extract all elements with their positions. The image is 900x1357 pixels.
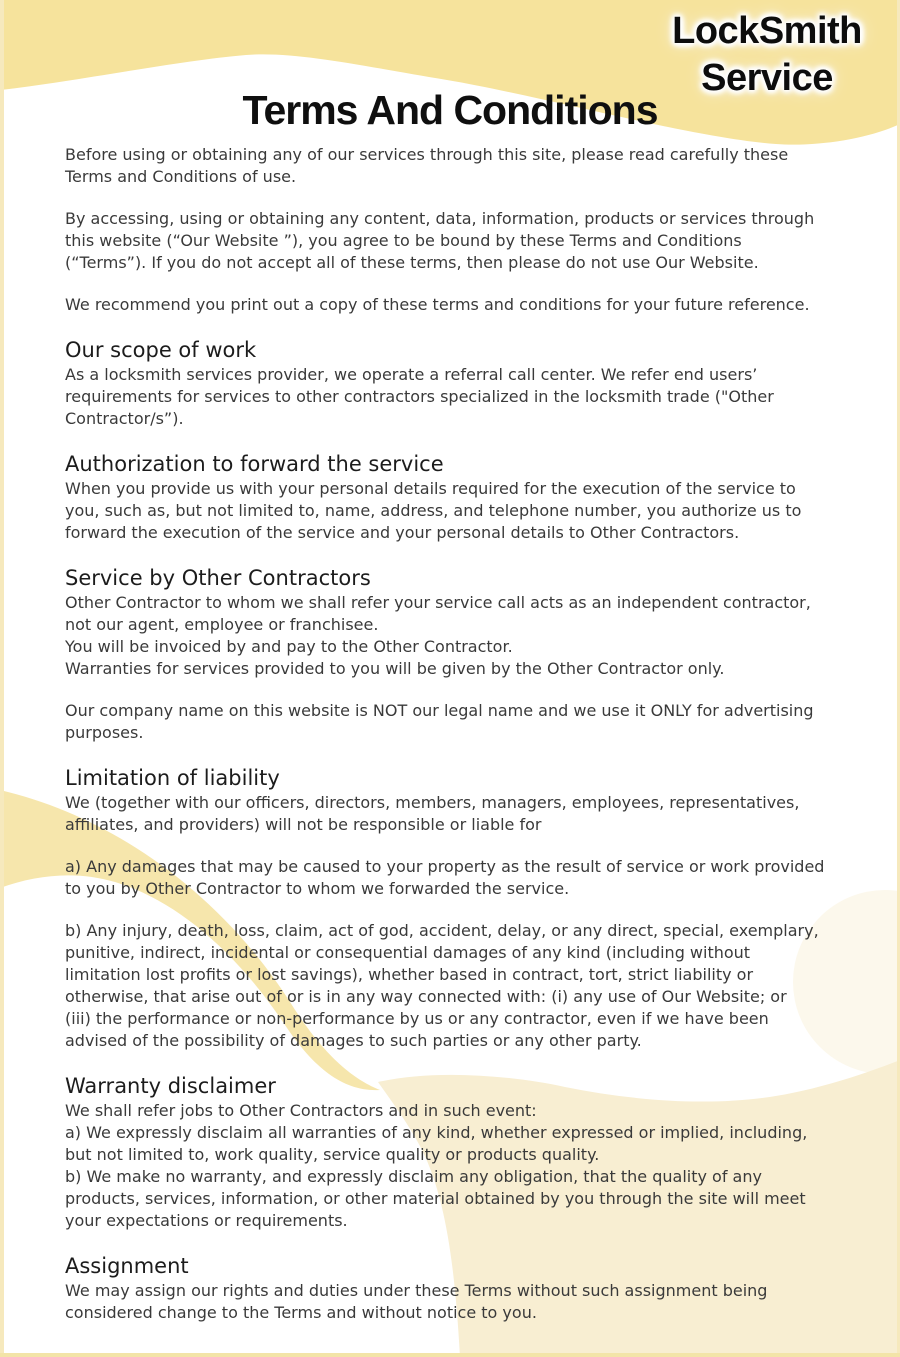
section-heading: Our scope of work [65, 338, 257, 362]
paragraph-line: limitation lost profits or lost savings), whether based in contract, tort, strict liability or [65, 965, 754, 984]
paragraph-line: you, such as, but not limited to, name, address, and telephone number, you authorize us to [65, 501, 802, 520]
paragraph [65, 1280, 855, 1324]
paragraph [65, 478, 855, 544]
paragraph [65, 1100, 855, 1232]
paragraph [65, 856, 855, 900]
paragraph-line: products, services, information, or other material obtained by you through the site will meet [65, 1189, 806, 1208]
paragraph [65, 294, 855, 316]
paragraph-line: this website (“Our Website ”), you agree to be bound by these Terms and Conditions [65, 231, 742, 250]
section-heading: Assignment [65, 1254, 189, 1278]
paragraph-line: requirements for services to other contractors specialized in the locksmith trade ("Other [65, 387, 774, 406]
paragraph-line: When you provide us with your personal details required for the execution of the service to [65, 479, 796, 498]
page-title: Terms And Conditions [242, 87, 658, 133]
paragraph-line: punitive, indirect, incidental or consequential damages of any kind (including without [65, 943, 751, 962]
paragraph-line: affiliates, and providers) will not be responsible or liable for [65, 815, 542, 834]
paragraph-line: As a locksmith services provider, we operate a referral call center. We refer end users’ [65, 365, 758, 384]
paragraph [65, 364, 855, 430]
paragraph-line: You will be invoiced by and pay to the Other Contractor. [65, 637, 513, 656]
paragraph-line: Warranties for services provided to you will be given by the Other Contractor only. [65, 659, 725, 678]
paragraph-line: your expectations or requirements. [65, 1211, 348, 1230]
paragraph [65, 592, 855, 680]
paragraph [65, 700, 855, 744]
paragraph-line: We (together with our officers, directors, members, managers, employees, representatives, [65, 793, 800, 812]
section-heading: Limitation of liability [65, 766, 280, 790]
paragraph [65, 792, 855, 836]
paragraph-line: purposes. [65, 723, 144, 742]
paragraph-line: Our company name on this website is NOT our legal name and we use it ONLY for advertising [65, 701, 814, 720]
paragraph-line: b) We make no warranty, and expressly disclaim any obligation, that the quality of any [65, 1167, 762, 1186]
paragraph-line: By accessing, using or obtaining any content, data, information, products or services through [65, 209, 815, 228]
paragraph-line: advised of the possibility of damages to such parties or any other party. [65, 1031, 642, 1050]
logo-line2: Service [701, 57, 833, 99]
section-heading: Warranty disclaimer [65, 1074, 276, 1098]
bottom-border [0, 1353, 900, 1357]
paragraph-line: otherwise, that arise out of or is in any way connected with: (i) any use of Our Website; or [65, 987, 787, 1006]
paragraph-line: to you by Other Contractor to whom we forwarded the service. [65, 879, 570, 898]
left-border [0, 0, 4, 1357]
paragraph-line: forward the execution of the service and your personal details to Other Contractors. [65, 523, 740, 542]
terms-content [65, 144, 855, 1344]
paragraph-line: (iii) the performance or non-performance by us or any contractor, even if we have been [65, 1009, 769, 1028]
paragraph-line: a) Any damages that may be caused to your property as the result of service or work provided [65, 857, 825, 876]
paragraph [65, 920, 855, 1052]
paragraph-line: Other Contractor to whom we shall refer your service call acts as an independent contractor, [65, 593, 811, 612]
logo-line1: LockSmith [672, 10, 862, 52]
paragraph-line: Before using or obtaining any of our services through this site, please read carefully these [65, 145, 789, 164]
paragraph-line: b) Any injury, death, loss, claim, act of god, accident, delay, or any direct, special, exemplary, [65, 921, 819, 940]
paragraph-line: considered change to the Terms and without notice to you. [65, 1303, 537, 1322]
section-heading: Authorization to forward the service [65, 452, 444, 476]
paragraph-line: Contractor/s”). [65, 409, 184, 428]
paragraph [65, 144, 855, 188]
paragraph-line: but not limited to, work quality, service quality or products quality. [65, 1145, 600, 1164]
section-heading: Service by Other Contractors [65, 566, 371, 590]
paragraph-line: We may assign our rights and duties under these Terms without such assignment being [65, 1281, 768, 1300]
paragraph-line: Terms and Conditions of use. [65, 167, 297, 186]
paragraph-line: (“Terms”). If you do not accept all of these terms, then please do not use Our Website. [65, 253, 759, 272]
paragraph-line: We recommend you print out a copy of these terms and conditions for your future reference. [65, 295, 810, 314]
paragraph-line: a) We expressly disclaim all warranties of any kind, whether expressed or implied, including, [65, 1123, 808, 1142]
paragraph [65, 208, 855, 274]
paragraph-line: We shall refer jobs to Other Contractors and in such event: [65, 1101, 537, 1120]
paragraph-line: not our agent, employee or franchisee. [65, 615, 379, 634]
